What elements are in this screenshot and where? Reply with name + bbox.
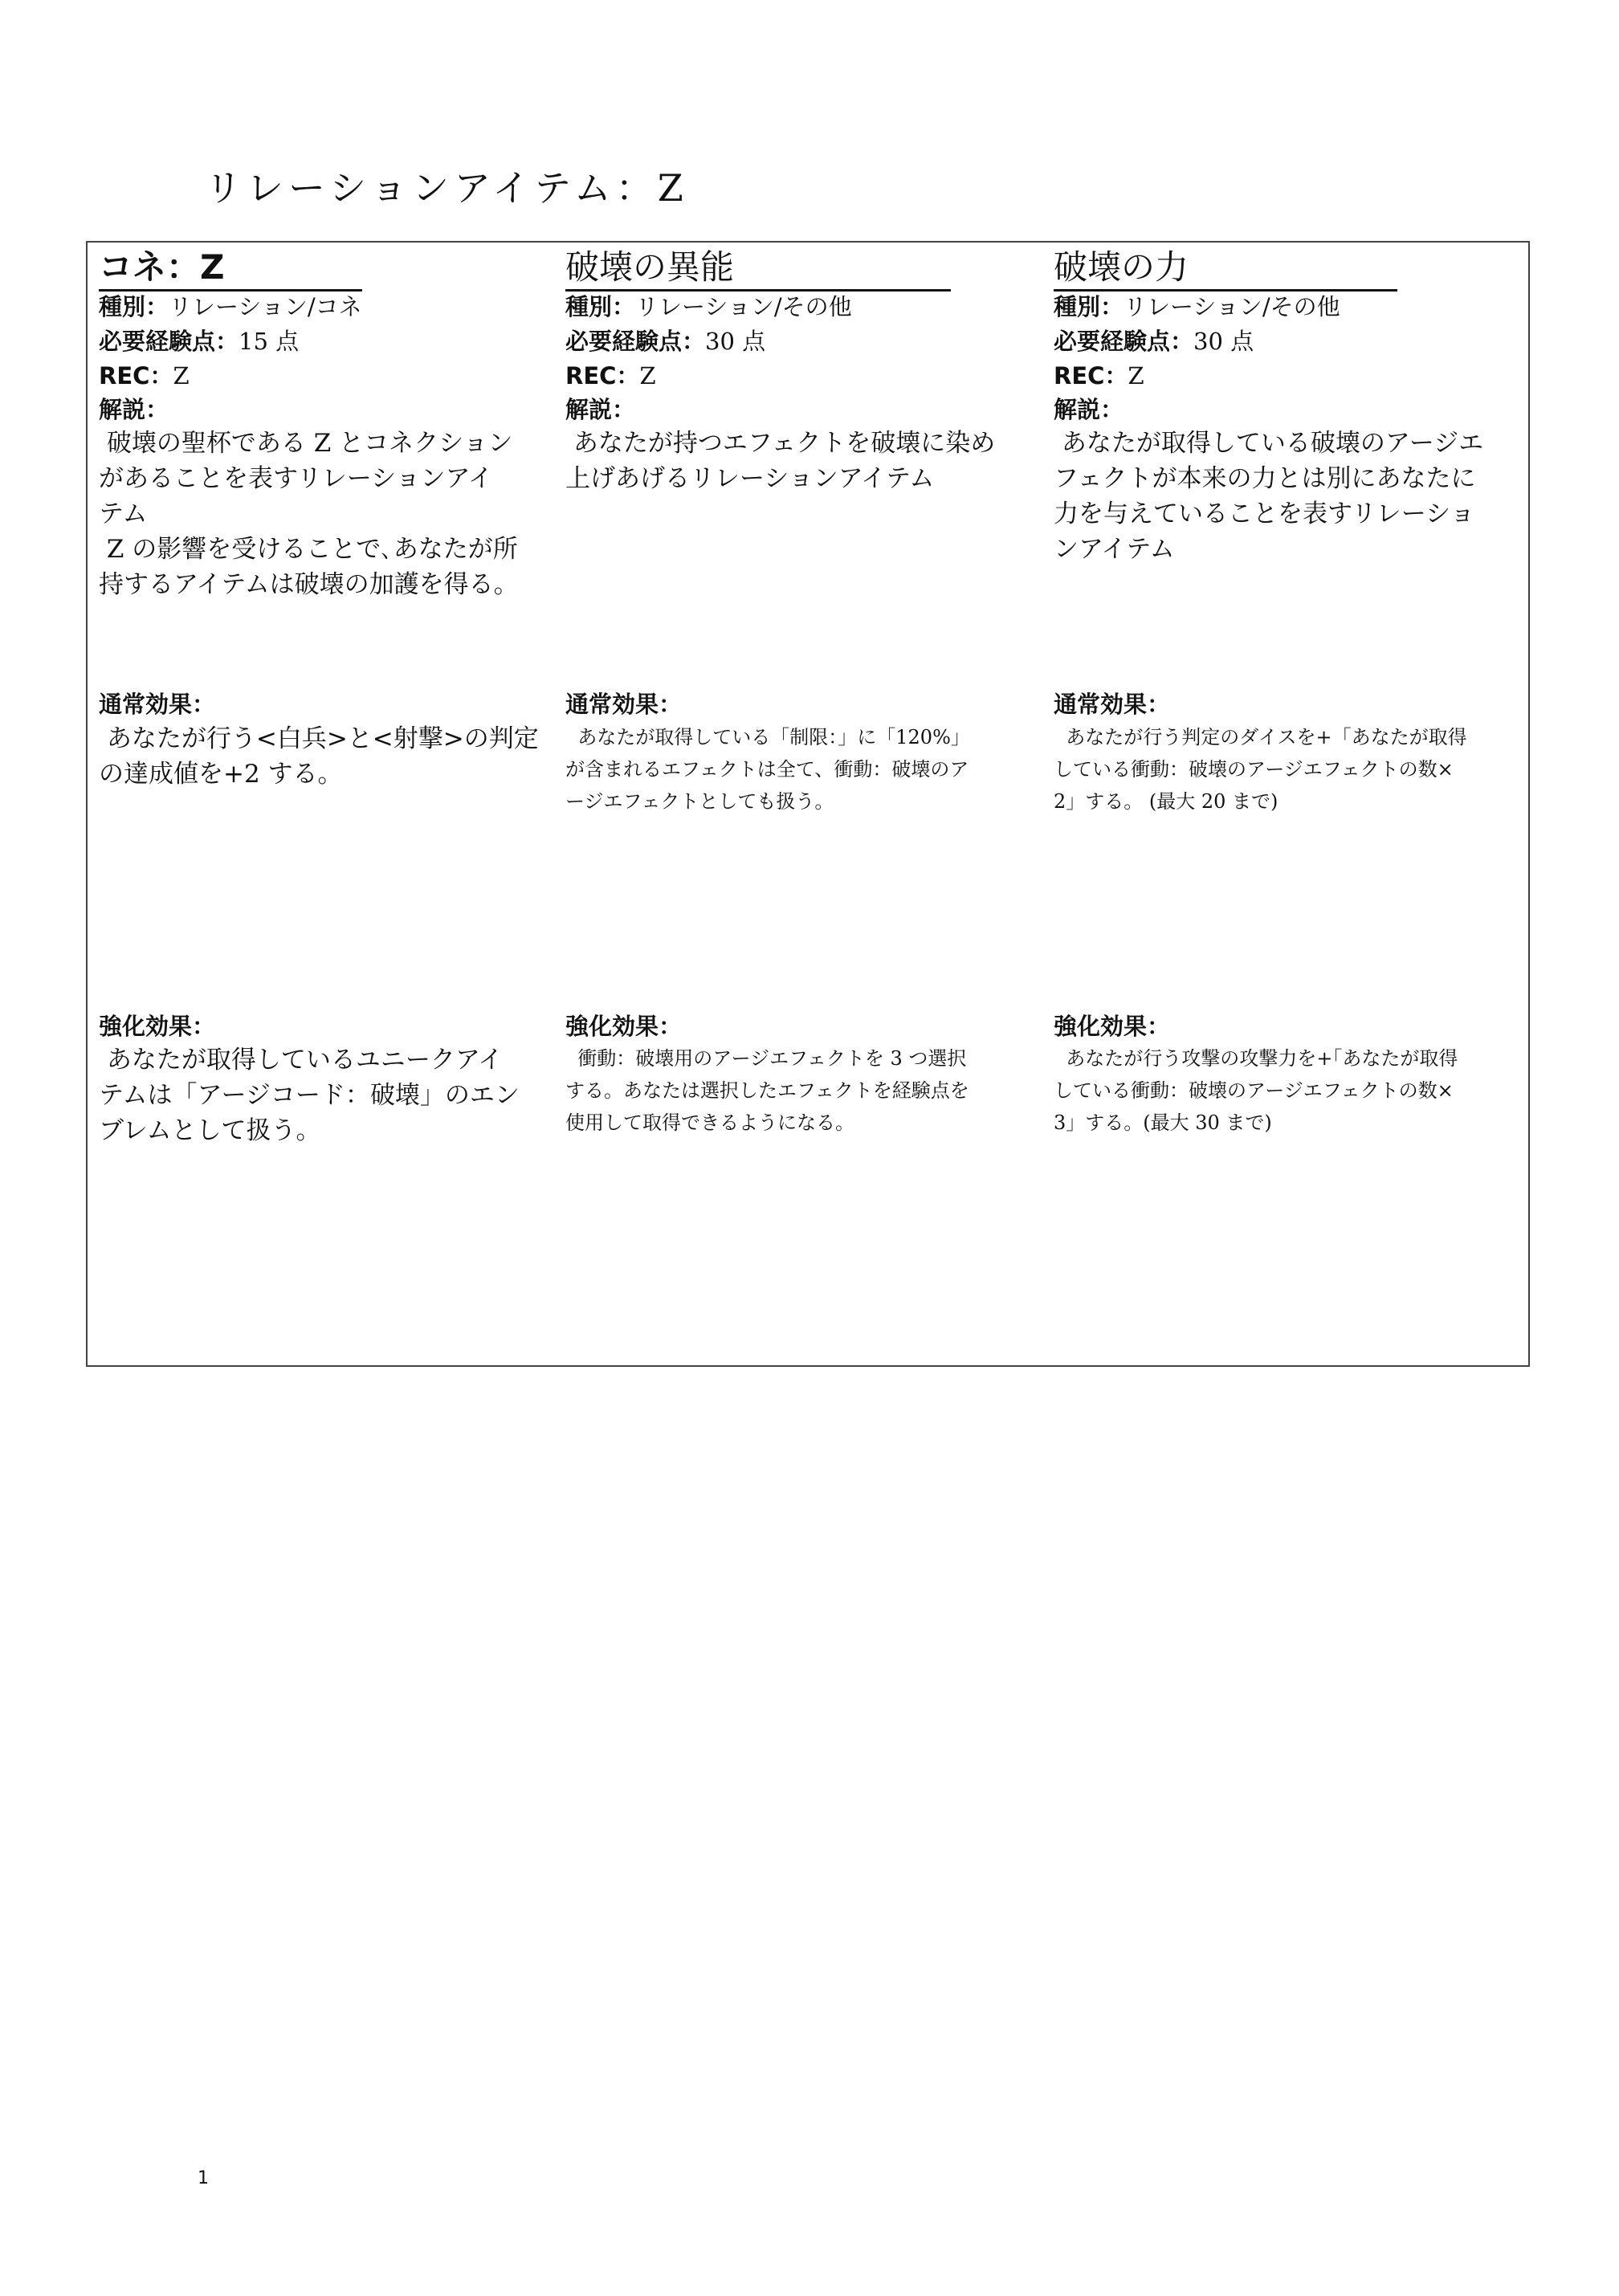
item-type-row [99, 291, 362, 323]
item-rec-row [99, 360, 190, 392]
relation-items-table [86, 241, 1530, 1367]
item-description: 破壊の聖杯である Z とコネクション があることを表すリレーションアイ テム Z の影響を受けることで､あなたが所 持するアイテムは破壊の加護を得る。 [99, 429, 519, 599]
type-value: リレーション/その他 [1124, 293, 1340, 320]
item-rec-row [1054, 360, 1144, 392]
type-value: リレーション/コネ [169, 293, 362, 320]
desc-label: 解説： [565, 396, 636, 423]
item-description: あなたが持つエフェクトを破壊に染め 上げあげるリレーションアイテム [565, 429, 996, 493]
normal-effect-label: 通常効果： [99, 691, 216, 718]
normal-effect-text: あなたが取得している「制限：」に「120%」 が含まれるエフェクトは全て、衝動：破壊のア ージエフェクトとしても扱う。 [565, 726, 970, 813]
type-label: 種別： [565, 293, 636, 320]
enhance-effect-label: 強化効果： [1054, 1013, 1171, 1040]
enhance-effect-label: 強化効果： [565, 1013, 683, 1040]
item-card-hakai-no-chikara [1054, 243, 1523, 1365]
exp-label: 必要経験点： [565, 328, 706, 355]
exp-label: 必要経験点： [99, 328, 239, 355]
normal-effect-label: 通常効果： [1054, 691, 1171, 718]
desc-label: 解説： [1054, 396, 1124, 423]
item-desc-row [99, 394, 169, 426]
rec-label: REC： [1054, 362, 1128, 389]
item-name: 破壊の異能 [565, 246, 951, 292]
rec-label: REC： [99, 362, 173, 389]
rec-value: Z [639, 362, 656, 389]
item-exp-row [1054, 325, 1254, 357]
normal-effect-text: あなたが行う判定のダイスを+「あなたが取得 している衝動：破壊のアージエフェクトの数× 2」する。 (最大 20 まで) [1054, 726, 1467, 813]
item-card-kone-z [99, 243, 558, 1365]
item-desc-row [1054, 394, 1124, 426]
enhance-effect-text: あなたが行う攻撃の攻撃力を+｢あなたが取得 している衝動：破壊のアージエフェクトの数× 3」する。(最大 30 まで) [1054, 1047, 1458, 1134]
item-type-row [565, 291, 852, 323]
item-description: あなたが取得している破壊のアージエ フェクトが本来の力とは別にあなたに 力を与えていることを表すリレーショ ンアイテム [1054, 429, 1484, 564]
rec-label: REC： [565, 362, 640, 389]
type-label: 種別： [99, 293, 169, 320]
item-name: 破壊の力 [1054, 246, 1397, 292]
exp-label: 必要経験点： [1054, 328, 1194, 355]
item-exp-row [99, 325, 299, 357]
enhance-effect-text: あなたが取得しているユニークアイ テムは「アージコード：破壊」のエン ブレムとして扱う。 [99, 1046, 520, 1145]
item-exp-row [565, 325, 765, 357]
item-card-hakai-no-inou [565, 243, 1046, 1365]
enhance-effect-label: 強化効果： [99, 1013, 216, 1040]
type-label: 種別： [1054, 293, 1124, 320]
item-name: コネ：Z [99, 246, 362, 292]
rec-value: Z [173, 362, 190, 389]
rec-value: Z [1128, 362, 1144, 389]
desc-label: 解説： [99, 396, 169, 423]
enhance-effect-text: 衝動：破壊用のアージエフェクトを 3 つ選択 する。あなたは選択したエフェクトを経験点を 使用して取得できるようになる。 [565, 1047, 969, 1134]
exp-value: 30 点 [1193, 328, 1254, 355]
item-desc-row [565, 394, 635, 426]
page-number: 1 [198, 2168, 209, 2188]
exp-value: 30 点 [705, 328, 766, 355]
page-title: リレーションアイテム：Z [205, 166, 688, 210]
exp-value: 15 点 [239, 328, 300, 355]
item-rec-row [565, 360, 656, 392]
normal-effect-text: あなたが行う<白兵>と<射撃>の判定 の達成値を+2 する。 [99, 724, 539, 789]
type-value: リレーション/その他 [635, 293, 852, 320]
item-type-row [1054, 291, 1340, 323]
normal-effect-label: 通常効果： [565, 691, 683, 718]
